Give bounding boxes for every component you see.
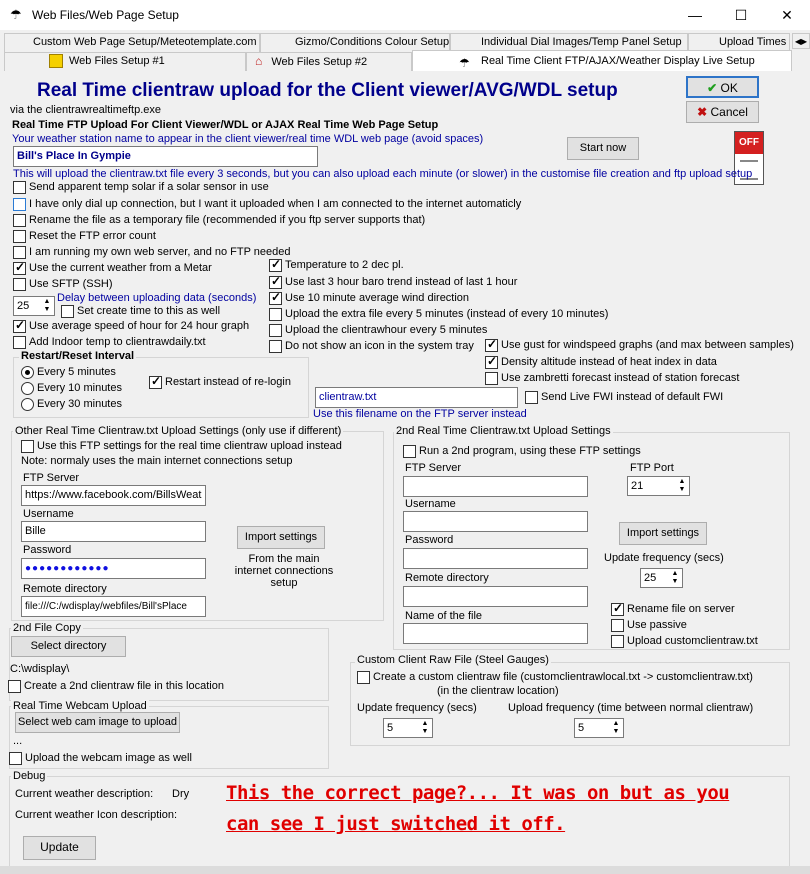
other-use-label: Use this FTP settings for the real time clientraw upload instead <box>37 440 342 452</box>
filecopy-create-label: Create a 2nd clientraw file in this location <box>24 680 224 692</box>
annotation-line-2: can see I just switched it off. <box>226 813 566 835</box>
second-remote-input[interactable] <box>403 586 588 607</box>
restart-30min-label: Every 30 minutes <box>37 398 122 410</box>
tab-label: Web Files Setup #2 <box>271 56 368 68</box>
temp-2dp-label: Temperature to 2 dec pl. <box>285 259 404 271</box>
own-server-label: I am running my own web server, and no FTP needed <box>29 246 291 258</box>
title-bar <box>0 0 810 30</box>
other-password-input[interactable]: ●●●●●●●●●●●● <box>21 558 206 579</box>
tab-label: Web Files Setup #1 <box>69 55 165 67</box>
metar-checkbox[interactable] <box>13 262 26 275</box>
second-password-input[interactable] <box>403 548 588 569</box>
filecopy-title: 2nd File Copy <box>13 622 81 634</box>
webcam-upload-checkbox[interactable] <box>9 752 22 765</box>
second-run-label: Run a 2nd program, using these FTP settings <box>419 445 641 457</box>
custom-raw-upload-label: Upload frequency (time between normal clientraw) <box>508 702 754 714</box>
tab-real-time-client[interactable] <box>412 50 792 71</box>
sftp-checkbox[interactable] <box>13 278 26 291</box>
tab-label: Upload Times <box>719 36 787 48</box>
close-button[interactable]: ✕ <box>781 7 793 23</box>
other-use-checkbox[interactable] <box>21 440 34 453</box>
sftp-label: Use SFTP (SSH) <box>29 278 113 290</box>
custom-upload-value: 5 <box>578 722 585 734</box>
restart-relogin-checkbox[interactable] <box>149 376 162 389</box>
zambretti-checkbox[interactable] <box>485 372 498 385</box>
tab-label: Individual Dial Images/Temp Panel Setup <box>481 36 682 48</box>
debug-desc-label: Current weather description: <box>15 788 154 800</box>
window-title: Web Files/Web Page Setup <box>32 8 179 22</box>
second-rename-checkbox[interactable] <box>611 603 624 616</box>
custom-raw-title: Custom Client Raw File (Steel Gauges) <box>357 654 549 666</box>
other-ftp-server-input[interactable]: https://www.facebook.com/BillsWeat <box>21 485 206 506</box>
other-username-label: Username <box>23 508 74 520</box>
restart-30min-radio[interactable] <box>21 398 34 411</box>
other-settings-title: Other Real Time Clientraw.txt Upload Settings (only use if different) <box>15 425 342 437</box>
custom-raw-update-label: Update frequency (secs) <box>357 702 477 714</box>
spinner-arrows-icon[interactable]: ▲ ▼ <box>421 720 429 735</box>
dial-up-label: I have only dial up connection, but I want it uploaded when I am connected to the internet automaticly <box>29 198 522 210</box>
second-ftp-port-spinner[interactable] <box>627 476 690 496</box>
debug-desc-value: Dry <box>172 788 190 800</box>
second-update-freq-label: Update frequency (secs) <box>604 552 724 564</box>
second-passive-checkbox[interactable] <box>611 619 624 632</box>
other-from-main: From the main internet connections setup <box>234 553 334 589</box>
filecopy-path: C:\wdisplay\ <box>10 663 70 675</box>
annotation-line-1: This the correct page?... It was on but as you <box>226 782 730 804</box>
gust-checkbox[interactable] <box>485 339 498 352</box>
own-server-checkbox[interactable] <box>13 246 26 259</box>
horizontal-scrollbar[interactable] <box>0 866 810 874</box>
second-settings-title: 2nd Real Time Clientraw.txt Upload Settings <box>396 425 611 437</box>
tab-label: Gizmo/Conditions Colour Setup <box>295 36 450 48</box>
ok-label: OK <box>720 81 738 95</box>
start-now-button[interactable]: Start now <box>567 137 639 160</box>
checkmark-icon: ✔ <box>707 81 718 95</box>
page-subheading: via the clientrawrealtimeftp.exe <box>10 104 162 116</box>
upload-info: This will upload the clientraw.txt file every 3 seconds, but you can also upload each minute (or slower) in the customise file creation and ftp upload setup <box>13 168 753 180</box>
other-ftp-server-label: FTP Server <box>23 472 80 484</box>
second-password-label: Password <box>405 534 454 546</box>
tab-custom-web-page[interactable] <box>4 33 260 52</box>
debug-icon-label: Current weather Icon description: <box>15 809 178 821</box>
second-run-checkbox[interactable] <box>403 445 416 458</box>
custom-raw-create-label: Create a custom clientraw file (customclientrawlocal.txt -> customclientraw.txt) <box>373 671 753 683</box>
select-webcam-button[interactable]: Select web cam image to upload <box>15 712 180 733</box>
switch-label: OFF <box>735 132 763 154</box>
reset-ftp-label: Reset the FTP error count <box>29 230 156 242</box>
delay-label: Delay between uploading data (seconds) <box>57 292 257 304</box>
indoor-temp-label: Add Indoor temp to clientrawdaily.txt <box>29 336 206 348</box>
gust-label: Use gust for windspeed graphs (and max between samples) <box>501 339 794 351</box>
filecopy-create-checkbox[interactable] <box>8 680 21 693</box>
debug-title: Debug <box>13 770 46 782</box>
debug-update-button[interactable]: Update <box>23 836 96 860</box>
wind-direction-label: Use 10 minute average wind direction <box>285 292 470 304</box>
station-name-prompt: Your weather station name to appear in the client viewer/real time WDL web page (avoid spaces) <box>12 133 484 145</box>
no-tray-icon-label: Do not show an icon in the system tray <box>285 340 474 352</box>
extra-file-label: Upload the extra file every 5 minutes (instead of every 10 minutes) <box>285 308 609 320</box>
custom-raw-upload-spinner[interactable] <box>574 718 624 738</box>
tab-scroll-arrows[interactable]: ◀▶ <box>792 33 810 49</box>
tab-web-files-2[interactable] <box>246 52 412 71</box>
other-password-label: Password <box>23 544 72 556</box>
second-remote-label: Remote directory <box>405 572 489 584</box>
second-name-label: Name of the file <box>405 610 483 622</box>
other-remote-label: Remote directory <box>23 583 107 595</box>
wind-direction-checkbox[interactable] <box>269 292 282 305</box>
second-username-input[interactable] <box>403 511 588 532</box>
house-icon: ⌂ <box>255 54 263 68</box>
app-icon: ☂ <box>10 7 22 22</box>
spinner-arrows-icon[interactable]: ▲ ▼ <box>671 570 679 585</box>
second-username-label: Username <box>405 498 456 510</box>
delay-value: 25 <box>17 300 30 312</box>
ftp-port-value: 21 <box>631 480 644 492</box>
second-rename-label: Rename file on server <box>627 603 735 615</box>
create-time-checkbox[interactable] <box>61 305 74 318</box>
spinner-arrows-icon[interactable]: ▲ ▼ <box>43 298 51 313</box>
restart-10min-radio[interactable] <box>21 382 34 395</box>
x-icon: ✖ <box>697 105 708 119</box>
no-tray-icon-checkbox[interactable] <box>269 340 282 353</box>
restart-5min-radio[interactable] <box>21 366 34 379</box>
other-import-button[interactable]: Import settings <box>237 526 325 549</box>
apparent-temp-label: Send apparent temp solar if a solar sensor in use <box>29 181 269 193</box>
custom-raw-location: (in the clientraw location) <box>437 685 559 697</box>
clientrawhour-label: Upload the clientrawhour every 5 minutes <box>285 324 488 336</box>
minimize-button[interactable]: — <box>688 7 702 23</box>
page-heading: Real Time clientraw upload for the Client viewer/AVG/WDL setup <box>37 80 618 101</box>
density-altitude-label: Density altitude instead of heat index in data <box>501 356 717 368</box>
density-altitude-checkbox[interactable] <box>485 356 498 369</box>
webcam-title: Real Time Webcam Upload <box>13 700 147 712</box>
other-note: Note: normaly uses the main internet connections setup <box>21 455 293 467</box>
filename-input[interactable]: clientraw.txt <box>315 387 518 408</box>
tab-web-files-1[interactable] <box>4 52 246 71</box>
tab-label: Real Time Client FTP/AJAX/Weather Display Live Setup <box>481 55 755 67</box>
cancel-button[interactable] <box>686 101 759 123</box>
select-directory-button[interactable]: Select directory <box>11 636 126 657</box>
fwi-label: Send Live FWI instead of default FWI <box>541 391 724 403</box>
avg-speed-checkbox[interactable] <box>13 320 26 333</box>
section-title: Real Time FTP Upload For Client Viewer/WDL or AJAX Real Time Web Page Setup <box>12 119 439 131</box>
other-username-input[interactable]: Bille <box>21 521 206 542</box>
second-ftp-port-label: FTP Port <box>630 462 674 474</box>
custom-update-value: 5 <box>387 722 394 734</box>
second-passive-label: Use passive <box>627 619 687 631</box>
second-upload-custom-checkbox[interactable] <box>611 635 624 648</box>
cancel-label: Cancel <box>710 105 748 119</box>
second-ftp-server-input[interactable] <box>403 476 588 497</box>
baro-trend-label: Use last 3 hour baro trend instead of last 1 hour <box>285 276 518 288</box>
second-import-button[interactable]: Import settings <box>619 522 707 545</box>
webcam-dots: ... <box>13 735 23 747</box>
update-freq-value: 25 <box>644 572 657 584</box>
avg-speed-label: Use average speed of hour for 24 hour graph <box>29 320 250 332</box>
filename-caption: Use this filename on the FTP server instead <box>313 408 527 420</box>
ok-button[interactable] <box>686 76 759 98</box>
reset-ftp-checkbox[interactable] <box>13 230 26 243</box>
metar-label: Use the current weather from a Metar <box>29 262 212 274</box>
custom-raw-update-spinner[interactable] <box>383 718 433 738</box>
second-update-freq-spinner[interactable] <box>640 568 683 588</box>
custom-raw-create-checkbox[interactable] <box>357 671 370 684</box>
station-name-input[interactable]: Bill's Place In Gympie <box>13 146 318 167</box>
second-upload-custom-label: Upload customclientraw.txt <box>627 635 758 647</box>
other-remote-input[interactable]: file:///C:/wdisplay/webfiles/Bill'sPlace <box>21 596 206 617</box>
apparent-temp-checkbox[interactable] <box>13 181 26 194</box>
web-files-icon <box>49 54 63 68</box>
dial-up-checkbox[interactable] <box>13 198 26 211</box>
baro-trend-checkbox[interactable] <box>269 276 282 289</box>
weather-icon: ☂ <box>459 56 470 70</box>
second-ftp-server-label: FTP Server <box>405 462 462 474</box>
restart-10min-label: Every 10 minutes <box>37 382 122 394</box>
extra-file-checkbox[interactable] <box>269 308 282 321</box>
clientrawhour-checkbox[interactable] <box>269 324 282 337</box>
rename-temp-label: Rename the file as a temporary file (recommended if you ftp server supports that) <box>29 214 426 226</box>
second-name-input[interactable] <box>403 623 588 644</box>
temp-2dp-checkbox[interactable] <box>269 259 282 272</box>
spinner-arrows-icon[interactable]: ▲ ▼ <box>678 478 686 493</box>
delay-spinner[interactable] <box>13 296 55 316</box>
tab-label: Custom Web Page Setup/Meteotemplate.com <box>33 36 257 48</box>
indoor-temp-checkbox[interactable] <box>13 336 26 349</box>
fwi-checkbox[interactable] <box>525 391 538 404</box>
restart-5min-label: Every 5 minutes <box>37 366 116 378</box>
spinner-arrows-icon[interactable]: ▲ ▼ <box>612 720 620 735</box>
maximize-button[interactable]: ☐ <box>734 7 748 23</box>
create-time-label: Set create time to this as well <box>77 305 221 317</box>
zambretti-label: Use zambretti forecast instead of station forecast <box>501 372 740 384</box>
restart-relogin-label: Restart instead of re-login <box>165 376 291 388</box>
restart-title: Restart/Reset Interval <box>21 350 135 362</box>
webcam-upload-label: Upload the webcam image as well <box>25 752 192 764</box>
rename-temp-checkbox[interactable] <box>13 214 26 227</box>
